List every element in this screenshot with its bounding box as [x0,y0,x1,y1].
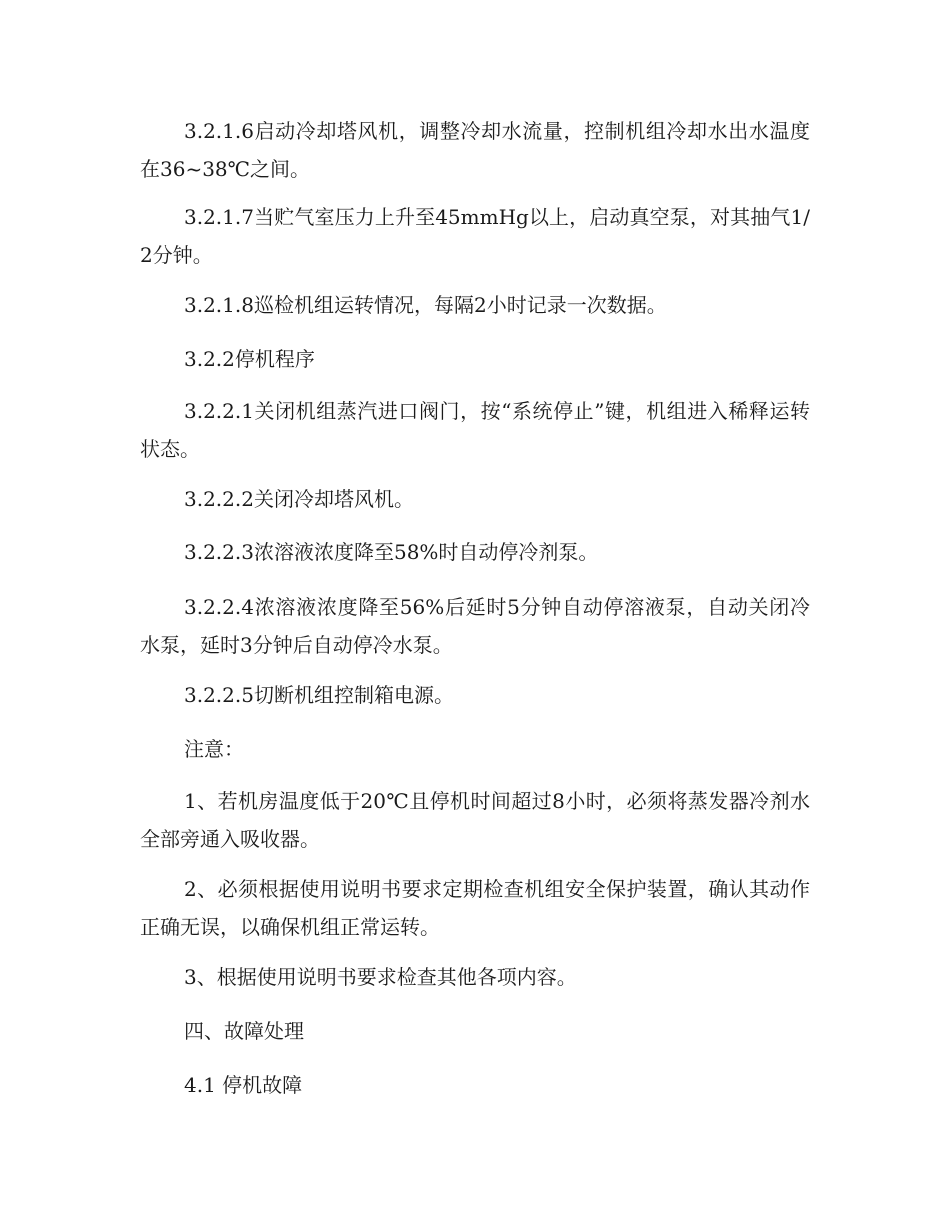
paragraph-3-2-1-6: 3.2.1.6启动冷却塔风机，调整冷却水流量，控制机组冷却水出水温度在36~38℃之间。 [140,119,810,181]
heading-3-2-2: 3.2.2停机程序 [184,347,315,371]
paragraph-3-2-2-2: 3.2.2.2关闭冷却塔风机。 [184,487,414,511]
heading-4-1: 4.1 停机故障 [184,1073,303,1097]
paragraph-3-2-2-4: 3.2.2.4浓溶液浓度降至56%后延时5分钟自动停溶液泵，自动关闭冷水泵，延时3分钟后自动停冷水泵。 [140,595,810,657]
paragraph-3-2-2-1: 3.2.2.1关闭机组蒸汽进口阀门，按“系统停止”键，机组进入稀释运转状态。 [140,399,810,461]
note-item-2: 2、必须根据使用说明书要求定期检查机组安全保护装置，确认其动作正确无误，以确保机组正常运转。 [140,877,810,939]
paragraph-3-2-1-7: 3.2.1.7当贮气室压力上升至45mmHg以上，启动真空泵，对其抽气1/2分钟。 [140,205,810,267]
note-heading: 注意： [184,737,244,761]
section-heading-4: 四、故障处理 [184,1019,304,1043]
note-item-1: 1、若机房温度低于20℃且停机时间超过8小时，必须将蒸发器冷剂水全部旁通入吸收器。 [140,789,810,851]
note-item-3: 3、根据使用说明书要求检查其他各项内容。 [184,965,577,989]
paragraph-3-2-1-8: 3.2.1.8巡检机组运转情况，每隔2小时记录一次数据。 [184,293,667,317]
paragraph-3-2-2-3: 3.2.2.3浓溶液浓度降至58%时自动停冷剂泵。 [184,540,599,564]
paragraph-3-2-2-5: 3.2.2.5切断机组控制箱电源。 [184,683,454,707]
